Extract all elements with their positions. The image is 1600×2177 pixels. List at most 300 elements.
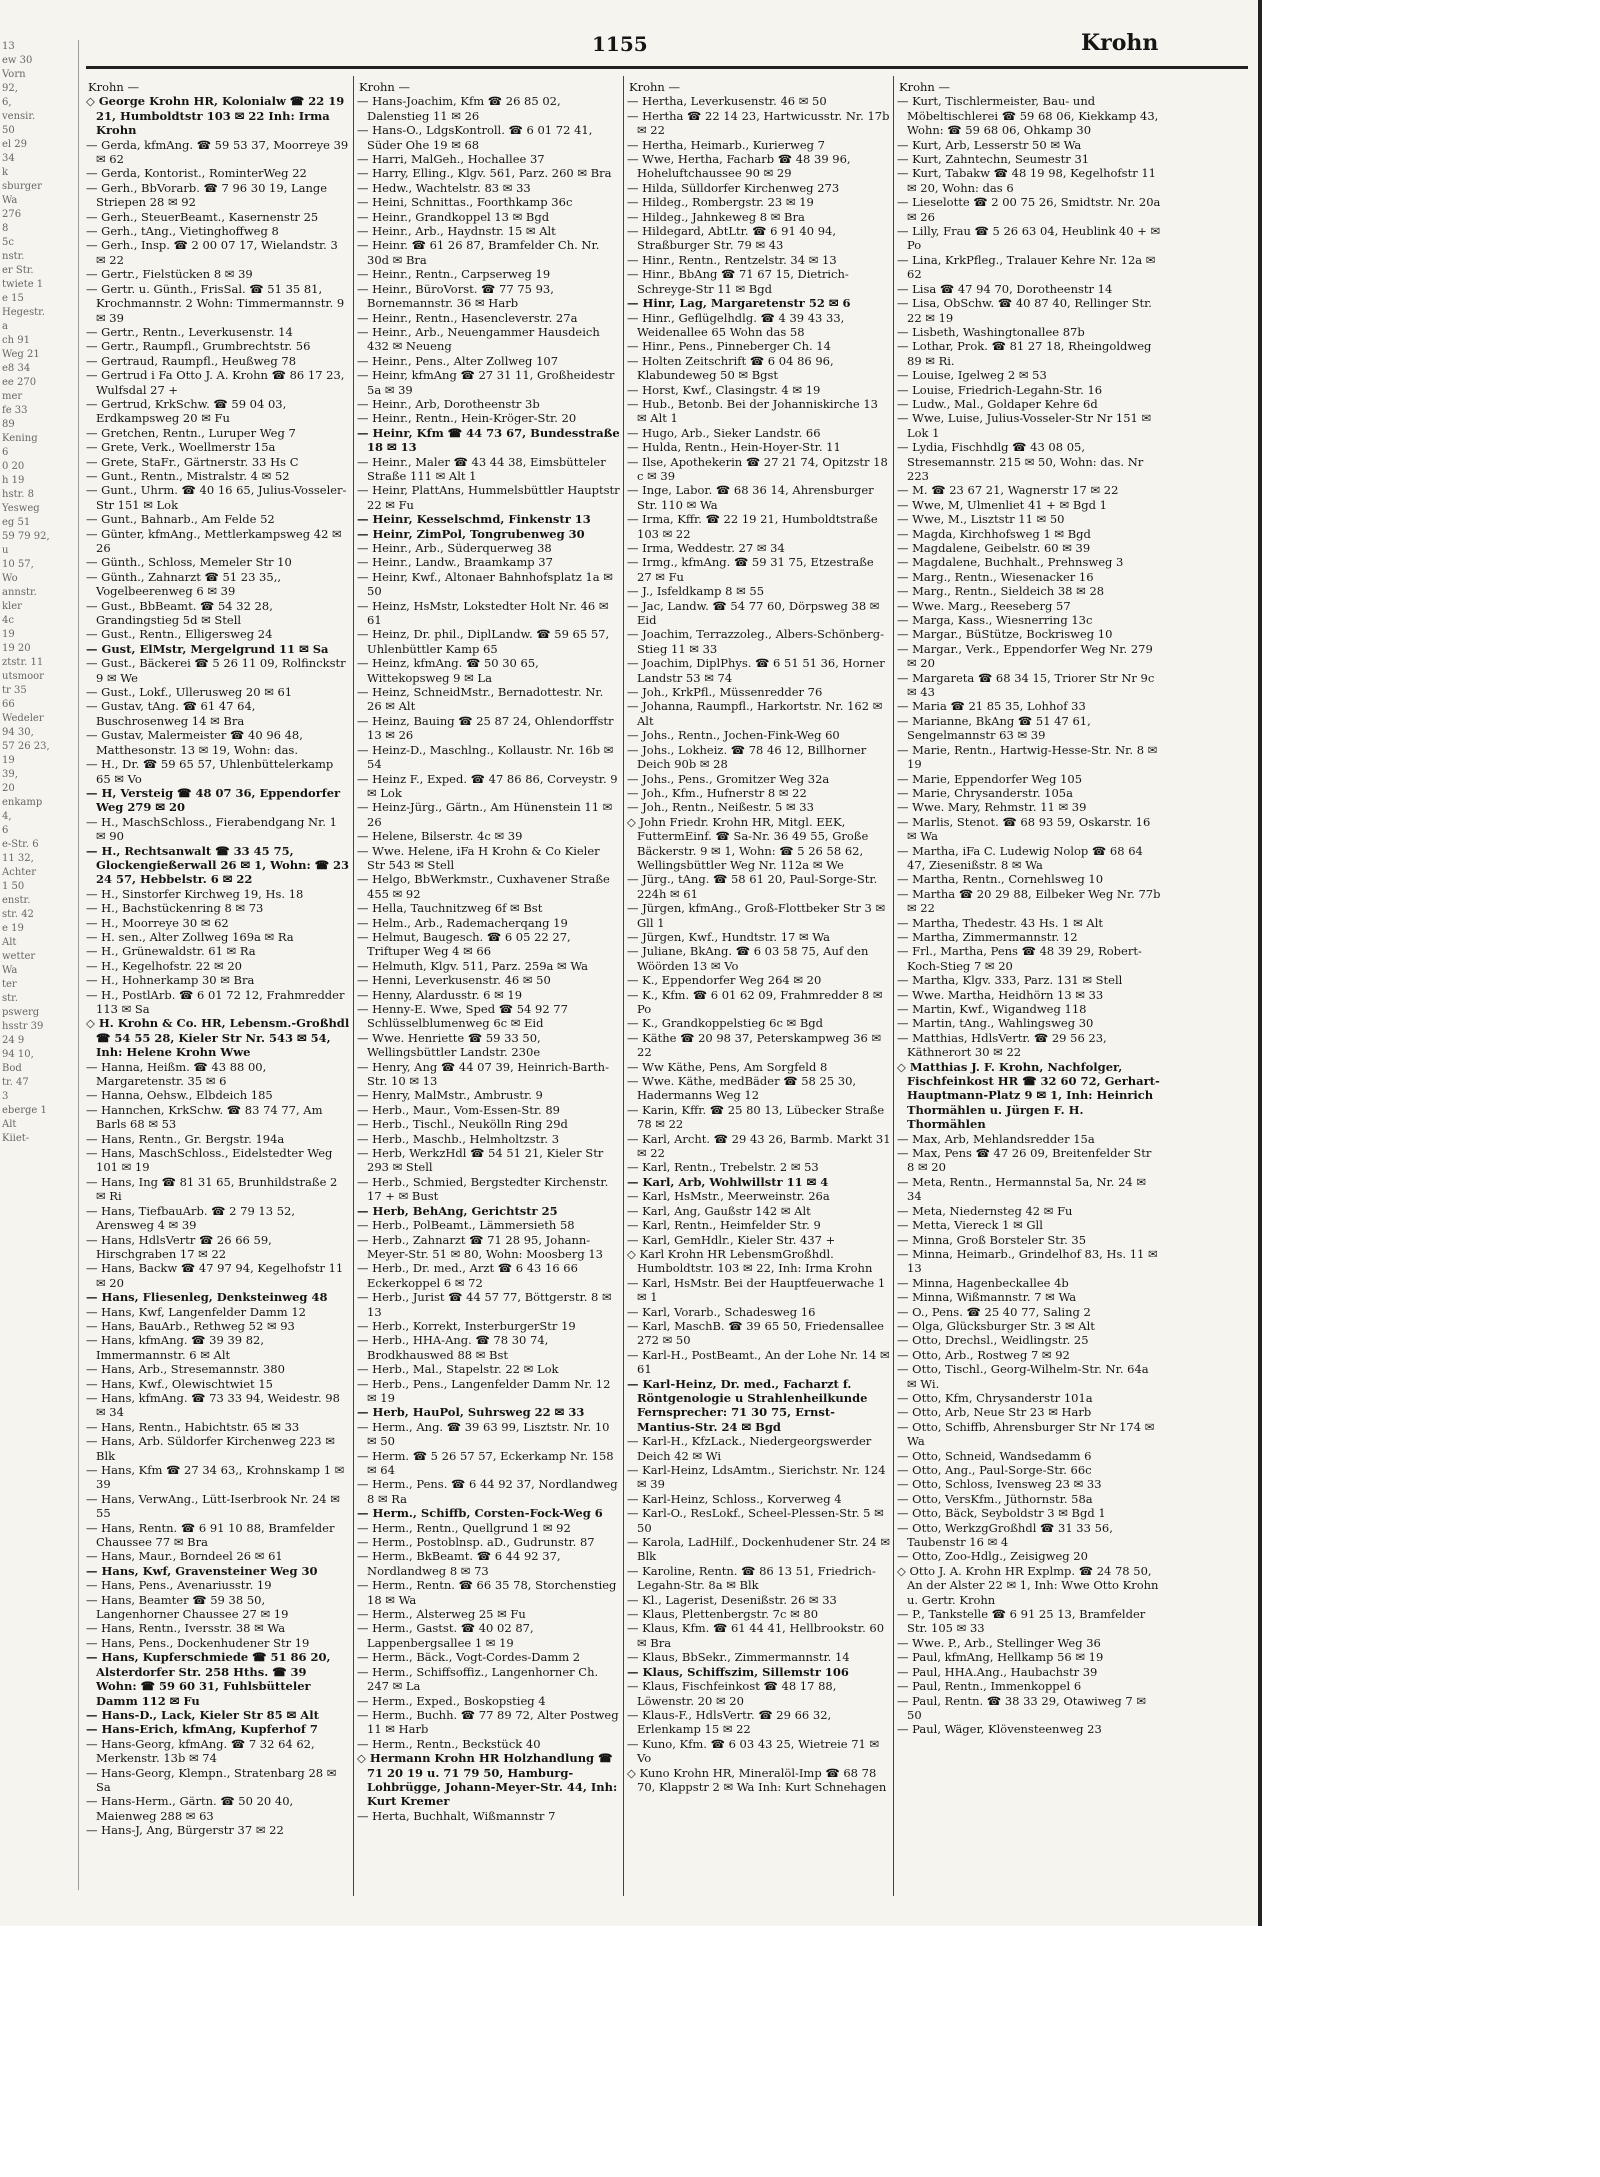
directory-entry: — Heinz, Dr. phil., DiplLandw. ☎ 59 65 57, Uhlenbüttler Kamp 65 xyxy=(357,627,610,656)
directory-entry: — Heinz, Bauing ☎ 25 87 24, Ohlendorffstr 13 ✉ 26 xyxy=(357,713,614,743)
directory-entry: — Gertrud i Fa Otto J. A. Krohn ☎ 86 17 23, Wulfsdal 27 + xyxy=(86,368,345,397)
directory-entry: — K., Grandkoppelstieg 6c ✉ Bgd xyxy=(627,1016,824,1031)
directory-entry: — Gunt., Bahnarb., Am Felde 52 xyxy=(86,512,275,527)
directory-entry: — Lydia, Fischhdlg ☎ 43 08 05, Stresemannstr. 215 ✉ 50, Wohn: das. Nr 223 xyxy=(897,440,1144,483)
directory-entry: — H. sen., Alter Zollweg 169a ✉ Ra xyxy=(86,929,294,944)
directory-entry: — Herb., Maschb., Helmholtzstr. 3 xyxy=(357,1131,560,1146)
directory-entry: — Gust., Lokf., Ulleruswеg 20 ✉ 61 xyxy=(86,685,293,700)
column-divider xyxy=(893,76,894,1896)
directory-entry: — Heinr, Kesselschmd, Finkenstr 13 xyxy=(357,512,591,527)
directory-entry: — Wwe. Martha, Heidhörn 13 ✉ 33 xyxy=(897,987,1104,1002)
directory-entry: — Herb., HHA-Ang. ☎ 78 30 74, Brodkhauswed 88 ✉ Bst xyxy=(357,1333,549,1362)
directory-entry: — Hinr, Lag, Margaretenstr 52 ✉ 6 xyxy=(627,296,851,311)
directory-entry: — Heinr., Landw., Braamkamp 37 xyxy=(357,555,553,570)
directory-entry: — Klaus, Fischfeinkost ☎ 48 17 88, Löwenstr. 20 ✉ 20 xyxy=(627,1679,837,1708)
directory-entry: — Jürg., tAng. ☎ 58 61 20, Paul-Sorge-Str. 224h ✉ 61 xyxy=(627,872,878,901)
directory-entry: — Klaus, Plettenbergstr. 7c ✉ 80 xyxy=(627,1607,819,1622)
margin-fragment: hstr. 8 xyxy=(2,489,34,500)
directory-entry: — Herm., Exped., Boskopstieg 4 xyxy=(357,1693,546,1708)
directory-entry: — Gerda, kfmAng. ☎ 59 53 37, Moorreye 39 ✉ 62 xyxy=(86,137,349,167)
page-number: 1155 xyxy=(592,32,648,56)
margin-fragment: 13 xyxy=(2,41,15,52)
directory-entry: — Hans, HdlsVertr ☎ 26 66 59, Hirschgraben 17 ✉ 22 xyxy=(86,1232,272,1261)
directory-entry: — Lilly, Frau ☎ 5 26 63 04, Heublink 40 + ✉ Po xyxy=(897,224,1161,253)
margin-fragment: e 15 xyxy=(2,293,24,304)
directory-entry: — Herm., Pens. ☎ 6 44 92 37, Nordlandweg 8 ✉ Ra xyxy=(357,1477,618,1506)
margin-fragment: 4c xyxy=(2,615,14,626)
directory-entry: — Ww Käthe, Pens, Am Sorgfeld 8 xyxy=(627,1059,828,1074)
directory-entry: — Otto, Zoo-Hdlg., Zeisigweg 20 xyxy=(897,1549,1088,1564)
directory-entry: — Henry, MalMstr., Ambrustr. 9 xyxy=(357,1088,543,1103)
directory-entry: — Wwe, Hertha, Facharb ☎ 48 39 96, Hoheluftchaussee 90 ✉ 29 xyxy=(627,152,851,181)
directory-entry: — Hans-J, Ang, Bürgerstr 37 ✉ 22 xyxy=(86,1823,284,1838)
margin-fragment: 19 xyxy=(2,629,15,640)
directory-entry: — Heinz, HsMstr, Lokstedter Holt Nr. 46 ✉ 61 xyxy=(357,598,609,628)
directory-entry: — Hans, kfmAng. ☎ 73 33 94, Weidestr. 98 ✉ 34 xyxy=(86,1390,340,1420)
directory-entry: — Otto, Schiffb, Ahrensburger Str Nr 174 ✉ Wa xyxy=(897,1419,1155,1449)
column-head: Krohn — xyxy=(359,80,410,94)
margin-fragment: kler xyxy=(2,601,22,612)
directory-entry: — Minna, Groß Borsteler Str. 35 xyxy=(897,1232,1087,1247)
directory-entry: — Paul, Rentn., Immenkoppel 6 xyxy=(897,1679,1082,1694)
directory-entry: — Helmuth, Klgv. 511, Parz. 259a ✉ Wa xyxy=(357,958,589,973)
margin-fragment: eg 51 xyxy=(2,517,31,528)
directory-entry: — Heinr., Arb., Süderquerweg 38 xyxy=(357,541,552,555)
directory-entry: — Horst, Kwf., Clasingstr. 4 ✉ 19 xyxy=(627,382,821,397)
directory-entry: — Hans, BauArb., Rethweg 52 ✉ 93 xyxy=(86,1318,295,1333)
directory-entry: — Johanna, Raumpfl., Harkortstr. Nr. 162 ✉ Alt xyxy=(627,699,883,728)
directory-entry: — Marlis, Stenot. ☎ 68 93 59, Oskarstr. 16 ✉ Wa xyxy=(897,814,1151,844)
margin-fragment: 50 xyxy=(2,125,15,136)
directory-entry: — Herb., Jurist ☎ 44 57 77, Böttgerstr. 8 ✉ 13 xyxy=(357,1290,612,1319)
directory-entry: — H, Versteig ☎ 48 07 36, Eppendorfer Weg 279 ✉ 20 xyxy=(86,785,341,815)
directory-entry: — Otto, Kfm, Chrysanderstr 101a xyxy=(897,1390,1093,1405)
directory-entry: — Martin, tAng., Wahlingsweg 30 xyxy=(897,1016,1094,1031)
directory-entry: — Karl, Vorarb., Schadesweg 16 xyxy=(627,1304,816,1319)
directory-entry: — Martha, Thedestr. 43 Hs. 1 ✉ Alt xyxy=(897,915,1103,930)
directory-entry: — Karl, MaschB. ☎ 39 65 50, Friedensallee 272 ✉ 50 xyxy=(627,1318,884,1348)
directory-entry: — Hertha ☎ 22 14 23, Hartwicusstr. Nr. 17b ✉ 22 xyxy=(627,108,890,138)
directory-entry: — Herb., Dr. med., Arzt ☎ 6 43 16 66 Eckerkoppel 6 ✉ 72 xyxy=(357,1261,578,1290)
margin-fragment: sburger xyxy=(2,181,42,192)
directory-entry: — Kurt, Tabakw ☎ 48 19 98, Kegelhofstr 11 ✉ 20, Wohn: das 6 xyxy=(897,166,1156,195)
margin-fragment: e 19 xyxy=(2,923,24,934)
margin-fragment: Vorn xyxy=(2,69,26,80)
directory-entry: — K., Kfm. ☎ 6 01 62 09, Frahmredder 8 ✉ Po xyxy=(627,987,883,1016)
directory-entry: ◇ George Krohn HR, Kolonialw ☎ 22 19 21, Humboldtstr 103 ✉ 22 Inh: Irma Krohn xyxy=(86,94,345,138)
margin-fragment: 0 20 xyxy=(2,461,25,472)
directory-entry: — Hans, Backw ☎ 47 97 94, Kegelhofstr 11 ✉ 20 xyxy=(86,1261,344,1290)
directory-entry: — J., Isfeldkamp 8 ✉ 55 xyxy=(627,584,765,599)
directory-entry: — Metta, Viereck 1 ✉ Gll xyxy=(897,1218,1043,1233)
directory-entry: — Gerh., SteuerBeamt., Kasernenstr 25 xyxy=(86,209,319,224)
directory-entry: — Günth., Zahnarzt ☎ 51 23 35,, Vogelbeerenweg 6 ✉ 39 xyxy=(86,569,282,599)
directory-entry: — Jac, Landw. ☎ 54 77 60, Dörpsweg 38 ✉ Eid xyxy=(627,598,880,628)
directory-entry: — Kuno, Kfm. ☎ 6 03 43 25, Wietreie 71 ✉ Vo xyxy=(627,1736,880,1766)
directory-entry: — Otto, Bäck, Seyboldstr 3 ✉ Bgd 1 xyxy=(897,1506,1106,1521)
directory-entry: — Karl, Arb, Wohlwillstr 11 ✉ 4 xyxy=(627,1174,829,1189)
directory-entry: — Hans, Kupferschmiede ☎ 51 86 20, Alsterdorfer Str. 258 Hths. ☎ 39 Wohn: ☎ 59 60 31, Fuhlsbütteler Damm 112 ✉ Fu xyxy=(86,1650,331,1708)
margin-fragment: Wo xyxy=(2,573,18,584)
directory-entry: — Wwe, M, Ulmenliet 41 + ✉ Bgd 1 xyxy=(897,497,1107,512)
margin-fragment: enstr. xyxy=(2,895,31,906)
previous-page-margin xyxy=(0,40,79,1890)
directory-entry: — Minna, Wißmannstr. 7 ✉ Wa xyxy=(897,1290,1077,1305)
directory-entry: — Hans, Rentn. ☎ 6 91 10 88, Bramfelder Chaussee 77 ✉ Bra xyxy=(86,1520,335,1550)
directory-entry: — Jürgen, Kwf., Hundtstr. 17 ✉ Wa xyxy=(627,929,830,944)
directory-entry: — Hans-Georg, kfmAng. ☎ 7 32 64 62, Merkenstr. 13b ✉ 74 xyxy=(86,1736,315,1766)
directory-entry: — Helgo, BbWerkmstr., Cuxhavener Straße 455 ✉ 92 xyxy=(357,872,610,901)
directory-entry: — Heinr., Maler ☎ 43 44 38, Eimsbütteler Straße 111 ✉ Alt 1 xyxy=(357,454,606,483)
directory-entry: — Magdalene, Geibelstr. 60 ✉ 39 xyxy=(897,541,1091,555)
column-divider xyxy=(353,76,354,1896)
directory-entry: — Inge, Labor. ☎ 68 36 14, Ahrensburger Str. 110 ✉ Wa xyxy=(627,483,874,512)
directory-entry: — Gretchen, Rentn., Luruper Weg 7 xyxy=(86,425,296,440)
directory-entry: — Kl., Lagerist, Desenißstr. 26 ✉ 33 xyxy=(627,1592,837,1607)
directory-entry: — Joh., KrkPfl., Müssenredder 76 xyxy=(627,685,823,700)
directory-entry: — Herm., Bäck., Vogt-Cordes-Damm 2 xyxy=(357,1650,581,1665)
directory-entry: — Heinz F., Exped. ☎ 47 86 86, Corveystr. 9 ✉ Lok xyxy=(357,771,618,800)
margin-fragment: 1 50 xyxy=(2,881,25,892)
directory-entry: — Heinr., Rentn., Carpserweg 19 xyxy=(357,267,551,282)
directory-entry: — Gertr., Fielstücken 8 ✉ 39 xyxy=(86,267,253,282)
directory-entry: — Karola, LadHilf., Dockenhudener Str. 24 ✉ Blk xyxy=(627,1535,891,1564)
directory-entry: — Harry, Elling., Klgv. 561, Parz. 260 ✉ Bra xyxy=(357,166,612,181)
directory-entry: — Marie, Rentn., Hartwig-Hesse-Str. Nr. 8 ✉ 19 xyxy=(897,742,1158,772)
directory-entry: ◇ H. Krohn & Co. HR, Lebensm.-Großhdl ☎ 54 55 28, Kieler Str Nr. 543 ✉ 54, Inh: Helene Krohn Wwe xyxy=(86,1016,350,1060)
margin-fragment: eberge 1 xyxy=(2,1105,47,1116)
directory-entry: — Helene, Bilserstr. 4c ✉ 39 xyxy=(357,829,523,844)
directory-entry: — Heinr., Rentn., Hasencleverstr. 27a xyxy=(357,310,578,325)
directory-entry: — Paul, HHA.Ang., Haubachstr 39 xyxy=(897,1664,1098,1679)
directory-entry: — Heinr., Rentn., Hein-Kröger-Str. 20 xyxy=(357,411,577,426)
margin-fragment: Wedeler xyxy=(2,713,44,724)
margin-fragment: twiete 1 xyxy=(2,279,44,290)
directory-entry: — Max, Arb, Mehlandsredder 15a xyxy=(897,1131,1095,1146)
margin-fragment: 8 xyxy=(2,223,9,234)
directory-entry: — Gerh., Insp. ☎ 2 00 07 17, Wielandstr. 3 ✉ 22 xyxy=(86,238,338,267)
column-head: Krohn — xyxy=(899,80,950,94)
directory-entry: — Lisa ☎ 47 94 70, Dorotheenstr 14 xyxy=(897,281,1113,296)
directory-entry: — Hans, Beamter ☎ 59 38 50, Langenhorner Chaussee 27 ✉ 19 xyxy=(86,1592,289,1622)
margin-fragment: Yesweg xyxy=(2,503,40,514)
directory-entry: — Minna, Hagenbeckallee 4b xyxy=(897,1275,1069,1290)
margin-fragment: Kiiet- xyxy=(2,1133,30,1144)
column-4 xyxy=(897,80,1161,1900)
directory-entry: — Herm., Rentn., Quellgrund 1 ✉ 92 xyxy=(357,1520,571,1535)
directory-entry: — Hans, Kfm ☎ 27 34 63,, Krohnskamp 1 ✉ 39 xyxy=(86,1463,345,1492)
margin-fragment: Hegestr. xyxy=(2,307,45,318)
directory-entry: — Marie, Chrysanderstr. 105a xyxy=(897,785,1073,800)
directory-entry: — Hans-Georg, Klempn., Stratenbarg 28 ✉ Sa xyxy=(86,1765,337,1794)
directory-entry: — Hans, TiefbauArb. ☎ 2 79 13 52, Arensweg 4 ✉ 39 xyxy=(86,1203,295,1233)
directory-entry: — Marga, Kass., Wiesnerring 13c xyxy=(897,613,1093,628)
margin-fragment: 94 30, xyxy=(2,727,34,738)
directory-entry: — Harri, MalGeh., Hochallee 37 xyxy=(357,152,545,167)
directory-entry: — Herm. ☎ 5 26 57 57, Eckerkamp Nr. 158 ✉ 64 xyxy=(357,1448,614,1477)
directory-entry: — H., Sinstorfer Kirchweg 19, Hs. 18 xyxy=(86,886,304,901)
directory-entry: — Herb., Pens., Langenfelder Damm Nr. 12 ✉ 19 xyxy=(357,1376,611,1405)
directory-entry: — Klaus, BbSekr., Zimmermannstr. 14 xyxy=(627,1650,850,1665)
directory-entry: — Henry, Ang ☎ 44 07 39, Heinrich-Barth-Str. 10 ✉ 13 xyxy=(357,1059,609,1089)
directory-entry: — Hans-Erich, kfmAng, Kupferhof 7 xyxy=(86,1722,318,1737)
margin-fragment: Wa xyxy=(2,965,18,976)
directory-entry: — Hans, Arb., Stresemannstr. 380 xyxy=(86,1362,285,1377)
directory-entry: — Heinr., Arb., Haydnstr. 15 ✉ Alt xyxy=(357,224,556,239)
directory-entry: — Gust., Rentn., Elligersweg 24 xyxy=(86,627,273,642)
directory-entry: — Joh., Kfm., Hufnerstr 8 ✉ 22 xyxy=(627,785,807,800)
margin-fragment: ew 30 xyxy=(2,55,33,66)
directory-entry: — Lieselotte ☎ 2 00 75 26, Smidtstr. Nr. 20a ✉ 26 xyxy=(897,195,1161,224)
directory-entry: — Karl-Heinz, LdsAmtm., Sierichstr. Nr. 124 ✉ 39 xyxy=(627,1463,886,1492)
directory-entry: — Wwe. Henriette ☎ 59 33 50, Wellingsbüttler Landstr. 230e xyxy=(357,1030,541,1060)
margin-fragment: Bod xyxy=(2,1063,22,1074)
directory-entry: — Gerh., tAng., Vietinghoffweg 8 xyxy=(86,224,279,239)
directory-entry: — Hans, Pens., Avenariusstr. 19 xyxy=(86,1578,272,1593)
directory-entry: — Gerh., BbVorarb. ☎ 7 96 30 19, Lange Striepen 28 ✉ 92 xyxy=(86,180,328,210)
directory-entry: — Hinr., Pens., Pinneberger Ch. 14 xyxy=(627,339,831,354)
directory-entry: — Herb., Korrekt, InsterburgerStr 19 xyxy=(357,1318,576,1333)
margin-fragment: vensir. xyxy=(2,111,36,122)
directory-entry: — Paul, Wäger, Klövensteenweg 23 xyxy=(897,1722,1102,1737)
directory-entry: — Herm., Rentn., Beckstück 40 xyxy=(357,1736,541,1751)
directory-entry: — Martin, Kwf., Wigandweg 118 xyxy=(897,1002,1087,1016)
column-head: Krohn — xyxy=(88,80,139,94)
directory-entry: — Hans, Kwf, Langenfelder Damm 12 xyxy=(86,1304,306,1319)
directory-entry: — Wwe. P., Arb., Stellinger Weg 36 xyxy=(897,1635,1101,1650)
directory-entry: — Karl, Rentn., Trebelstr. 2 ✉ 53 xyxy=(627,1160,819,1175)
directory-entry: — Margareta ☎ 68 34 15, Triorer Str Nr 9c ✉ 43 xyxy=(897,670,1155,700)
directory-entry: — Heinr., BüroVorst. ☎ 77 75 93, Bornemannstr. 36 ✉ Harb xyxy=(357,281,554,311)
directory-entry: — Heinr., Arb, Dorotheenstr 3b xyxy=(357,396,540,411)
margin-fragment: ter xyxy=(2,979,17,990)
directory-entry: — Irma, Kffr. ☎ 22 19 21, Humboldtstraße 103 ✉ 22 xyxy=(627,512,878,541)
directory-entry: — P., Tankstelle ☎ 6 91 25 13, Bramfelder Str. 105 ✉ 33 xyxy=(897,1607,1146,1636)
directory-entry: — Hella, Tauchnitzweg 6f ✉ Bst xyxy=(357,901,543,916)
directory-entry: — H., Rechtsanwalt ☎ 33 45 75, Glockengießerwall 26 ✉ 1, Wohn: ☎ 23 24 57, Hebbelstr. 6 ✉ 22 xyxy=(86,843,350,887)
directory-entry: — Günter, kfmAng., Mettlerkampsweg 42 ✉ 26 xyxy=(86,526,342,555)
directory-entry: — H., MaschSchloss., Fierabendgang Nr. 1 ✉ 90 xyxy=(86,814,337,844)
directory-entry: — Herm., Gastst. ☎ 40 02 87, Lappenbergsallee 1 ✉ 19 xyxy=(357,1621,534,1650)
directory-entry: — Hans, Kwf, Gravensteiner Weg 30 xyxy=(86,1563,318,1578)
directory-entry: ◇ Otto J. A. Krohn HR Explmp. ☎ 24 78 50, An der Alster 22 ✉ 1, Inh: Wwe Otto Krohn u. Gertr. Krohn xyxy=(897,1563,1159,1607)
directory-entry: — Joachim, Terrazzoleg., Albers-Schönberg-Stieg 11 ✉ 33 xyxy=(627,627,884,656)
directory-entry: — Hans, MaschSchloss., Eidelstedter Weg 101 ✉ 19 xyxy=(86,1146,333,1175)
directory-entry: — Lothar, Prok. ☎ 81 27 18, Rheingoldweg 89 ✉ Ri. xyxy=(897,339,1152,368)
directory-entry: — Karin, Kffr. ☎ 25 80 13, Lübecker Straße 78 ✉ 22 xyxy=(627,1102,885,1132)
directory-entry: — Otto, Arb., Rostweg 7 ✉ 92 xyxy=(897,1347,1070,1362)
directory-entry: — Martha, Zimmermannstr. 12 xyxy=(897,929,1078,944)
directory-entry: ◇ Kuno Krohn HR, Mineralöl-Imp ☎ 68 78 70, Klappstr 2 ✉ Wa Inh: Kurt Schnehagen xyxy=(627,1765,887,1794)
directory-entry: — Gust, ElMstr, Mergelgrund 11 ✉ Sa xyxy=(86,641,329,656)
directory-entry: — Henny-E. Wwe, Sped ☎ 54 92 77 Schlüsselblumenweg 6c ✉ Eid xyxy=(357,1002,568,1031)
directory-entry: — H., Hohnerkamp 30 ✉ Bra xyxy=(86,973,255,988)
directory-entry: — Hans, Arb. Süldorfer Kirchenweg 223 ✉ Blk xyxy=(86,1434,335,1463)
directory-entry: — Hinr., Rentn., Rentzelstr. 34 ✉ 13 xyxy=(627,252,837,267)
directory-entry: — Karl, Rentn., Heimfelder Str. 9 xyxy=(627,1218,821,1233)
directory-entry: — H., PostlArb. ☎ 6 01 72 12, Frahmredder 113 ✉ Sa xyxy=(86,987,345,1016)
directory-entry: — Martha, Rentn., Cornehlsweg 10 xyxy=(897,872,1104,887)
directory-entry: — Minna, Heimarb., Grindelhof 83, Hs. 11 ✉ 13 xyxy=(897,1246,1158,1276)
directory-entry: — Hans-Herm., Gärtn. ☎ 50 20 40, Maienweg 288 ✉ 63 xyxy=(86,1794,294,1823)
directory-entry: — Gertraud, Raumpfl., Heußweg 78 xyxy=(86,353,297,368)
directory-entry: — Hannchen, KrkSchw. ☎ 83 74 77, Am Barls 68 ✉ 53 xyxy=(86,1102,323,1132)
margin-fragment: 6 xyxy=(2,825,9,836)
directory-entry: — Herm., Ang. ☎ 39 63 99, Lisztstr. Nr. 10 ✉ 50 xyxy=(357,1419,610,1449)
column-head: Krohn — xyxy=(629,80,680,94)
directory-entry: — Marg., Rentn., Sieldeich 38 ✉ 28 xyxy=(897,584,1105,599)
directory-entry: — Hans, Maur., Borndeel 26 ✉ 61 xyxy=(86,1549,283,1564)
directory-entry: — Martha, iFa C. Ludewig Nolop ☎ 68 64 47, Ziesenißstr. 8 ✉ Wa xyxy=(897,843,1143,872)
margin-fragment: 39, xyxy=(2,769,18,780)
directory-entry: — Otto, Ang., Paul-Sorge-Str. 66c xyxy=(897,1463,1092,1477)
directory-entry: — Karl, HsMstr. Bei der Hauptfeuerwache 1 ✉ 1 xyxy=(627,1275,886,1305)
margin-fragment: Alt xyxy=(2,937,17,948)
directory-entry: — Heinz, kfmAng. ☎ 50 30 65, Wittekopsweg 9 ✉ La xyxy=(357,656,539,685)
directory-entry: — Grete, StaFr., Gärtnerstr. 33 Hs C xyxy=(86,454,299,469)
directory-entry: — Otto, Arb, Neue Str 23 ✉ Harb xyxy=(897,1405,1092,1420)
directory-entry: — Hertha, Heimarb., Kurierweg 7 xyxy=(627,137,825,152)
column-1 xyxy=(86,80,350,1900)
directory-entry: ◇ Hermann Krohn HR Holzhandlung ☎ 71 20 19 u. 71 79 50, Hamburg-Lohbrügge, Johann-Meyer-Str. 44, Inh: Kurt Kremer xyxy=(357,1751,618,1809)
margin-fragment: 6 xyxy=(2,447,9,458)
directory-entry: — Karl, Ang, Gaußstr 142 ✉ Alt xyxy=(627,1203,811,1218)
margin-fragment: utsmoor xyxy=(2,671,44,682)
directory-entry: — Klaus, Kfm. ☎ 61 44 41, Hellbrookstr. 60 ✉ Bra xyxy=(627,1621,885,1650)
margin-fragment: 24 9 xyxy=(2,1035,25,1046)
directory-entry: — Gertr., Rentn., Leverkusenstr. 14 xyxy=(86,324,293,339)
directory-entry: — Gunt., Uhrm. ☎ 40 16 65, Julius-Vosseler-Str 151 ✉ Lok xyxy=(86,483,347,512)
directory-entry: ◇ Karl Krohn HR LebensmGroßhdl. Humboldtstr. 103 ✉ 22, Inh: Irma Krohn xyxy=(627,1246,873,1276)
directory-entry: — Hub., Betonb. Bei der Johanniskirche 13 ✉ Alt 1 xyxy=(627,396,878,426)
directory-entry: — Herb., Maur., Vom-Essen-Str. 89 xyxy=(357,1102,560,1117)
directory-entry: — Magda, Kirchhofsweg 1 ✉ Bgd xyxy=(897,526,1091,541)
directory-entry: — Karl-H., PostBeamt., An der Lohe Nr. 14 ✉ 61 xyxy=(627,1347,890,1377)
directory-entry: — Wwe. Marg., Reeseberg 57 xyxy=(897,598,1071,613)
margin-fragment: str. xyxy=(2,993,19,1004)
header-rule xyxy=(86,66,1248,69)
directory-entry: — Heinr, Kwf., Altonaer Bahnhofsplatz 1a ✉ 50 xyxy=(357,569,613,599)
margin-fragment: pswerg xyxy=(2,1007,40,1018)
directory-entry: — Hans-Joachim, Kfm ☎ 26 85 02, Dalenstieg 11 ✉ 26 xyxy=(357,94,561,123)
directory-entry: — O., Pens. ☎ 25 40 77, Saling 2 xyxy=(897,1304,1091,1319)
directory-entry: — Marie, Eppendorfer Weg 105 xyxy=(897,771,1083,786)
directory-entry: — Heinr, ZimPol, Tongrubenweg 30 xyxy=(357,526,585,541)
margin-fragment: hsstr 39 xyxy=(2,1021,44,1032)
running-head: Krohn xyxy=(1081,30,1159,56)
directory-entry: — Gust., BbBeamt. ☎ 54 32 28, Grandingstieg 5d ✉ Stell xyxy=(86,598,273,628)
directory-entry: — Herb, HauPol, Suhrsweg 22 ✉ 33 xyxy=(357,1405,585,1420)
directory-entry: ◇ John Friedr. Krohn HR, Mitgl. EEK, FuttermEinf. ☎ Sa-Nr. 36 49 55, Große Bäckerstr. 9 ✉ 1, Wohn: ☎ 5 26 58 62, Wellingsbüttler Weg Nr. 112a ✉ We xyxy=(627,814,869,872)
margin-fragment: 92, xyxy=(2,83,18,94)
directory-entry: — Hans, Ing ☎ 81 31 65, Brunhildstraße 2 ✉ Ri xyxy=(86,1174,338,1204)
margin-fragment: fe 33 xyxy=(2,405,28,416)
directory-entry: — Helmut, Baugesch. ☎ 6 05 22 27, Triftuper Weg 4 ✉ 66 xyxy=(357,929,571,959)
margin-fragment: ee 270 xyxy=(2,377,37,388)
directory-entry: ◇ Matthias J. F. Krohn, Nachfolger, Fischfeinkost HR ☎ 32 60 72, Gerhart-Hauptmann-Platz 9 ✉ 1, Inh: Heinrich Thormählen u. Jürgen F. H. Thormählen xyxy=(897,1059,1160,1132)
directory-entry: — Herm., Buchh. ☎ 77 89 72, Alter Postweg 11 ✉ Harb xyxy=(357,1707,619,1737)
directory-entry: — Herb., Mal., Stapelstr. 22 ✉ Lok xyxy=(357,1362,559,1377)
directory-entry: — H., Dr. ☎ 59 65 57, Uhlenbüttelerkamp 65 ✉ Vo xyxy=(86,757,334,786)
directory-entry: — Lisa, ObSchw. ☎ 40 87 40, Rellinger Str. 22 ✉ 19 xyxy=(897,296,1152,325)
directory-entry: — Meta, Niedernsteg 42 ✉ Fu xyxy=(897,1203,1073,1218)
margin-fragment: 3 xyxy=(2,1091,9,1102)
directory-entry: — Gertr., Raumpfl., Grumbrechtstr. 56 xyxy=(86,339,311,354)
directory-entry: — Heinz-Jürg., Gärtn., Am Hünenstein 11 ✉ 26 xyxy=(357,800,613,829)
directory-entry: — H., Moorreye 30 ✉ 62 xyxy=(86,915,229,930)
directory-entry: — H., Bachstückenring 8 ✉ 73 xyxy=(86,901,264,916)
directory-entry: — Marianne, BkAng ☎ 51 47 61, Sengelmannstr 63 ✉ 39 xyxy=(897,713,1091,743)
directory-entry: — Heini, Schnittas., Foorthkamp 36c xyxy=(357,195,573,210)
directory-entry: — Karl-Heinz, Schloss., Korverweg 4 xyxy=(627,1491,842,1506)
margin-fragment: wetter xyxy=(2,951,36,962)
directory-entry: — Hans, Rentn., Gr. Bergstr. 194a xyxy=(86,1131,285,1146)
directory-entry: — Karl, HsMstr., Meerweinstr. 26a xyxy=(627,1189,830,1204)
directory-entry: — Gustav, Malermeister ☎ 40 96 48, Matthesonstr. 13 ✉ 19, Wohn: das. xyxy=(86,728,303,757)
directory-entry: — Hulda, Rentn., Hein-Hoyer-Str. 11 xyxy=(627,440,841,455)
directory-entry: — Louise, Igelweg 2 ✉ 53 xyxy=(897,368,1047,383)
directory-entry: — Lisbeth, Washingtonallee 87b xyxy=(897,324,1085,339)
directory-entry: — Hans, Rentn., Iversstr. 38 ✉ Wa xyxy=(86,1621,286,1636)
column-2 xyxy=(357,80,621,1900)
directory-entry: — Hans, Rentn., Habichtstr. 65 ✉ 33 xyxy=(86,1419,300,1434)
margin-fragment: ch 91 xyxy=(2,335,30,346)
directory-entry: — Hedw., Wachtelstr. 83 ✉ 33 xyxy=(357,180,531,195)
directory-entry: — Herb., Tischl., Neukölln Ring 29d xyxy=(357,1117,568,1132)
directory-entry: — Otto, VersKfm., Jüthornstr. 58a xyxy=(897,1491,1093,1506)
directory-entry: — Gerda, Kontorist., RominterWeg 22 xyxy=(86,166,307,181)
margin-fragment: 66 xyxy=(2,699,15,710)
directory-entry: — Wwe. Käthe, medBäder ☎ 58 25 30, Hadermanns Weg 12 xyxy=(627,1074,857,1103)
directory-entry: — Kurt, Tischlermeister, Bau- und Möbeltischlerei ☎ 59 68 06, Kiekkamp 43, Wohn: ☎ 59 68 06, Ohkamp 30 xyxy=(897,94,1159,138)
margin-fragment: 6, xyxy=(2,97,12,108)
directory-entry: — Paul, kfmAng, Hellkamp 56 ✉ 19 xyxy=(897,1650,1104,1665)
directory-entry: — Heinr., Pens., Alter Zollweg 107 xyxy=(357,353,559,368)
directory-entry: — Ludw., Mal., Goldaper Kehre 6d xyxy=(897,396,1098,411)
directory-entry: — Martha ☎ 20 29 88, Eilbeker Weg Nr. 77b ✉ 22 xyxy=(897,886,1161,916)
margin-fragment: enkamp xyxy=(2,797,43,808)
directory-entry: — Frl., Martha, Pens ☎ 48 39 29, Robert-Koch-Stieg 7 ✉ 20 xyxy=(897,944,1142,973)
directory-entry: — Käthe ☎ 20 98 37, Peterskampweg 36 ✉ 22 xyxy=(627,1030,882,1060)
margin-fragment: el 29 xyxy=(2,139,28,150)
directory-entry: — Wwe, Luise, Julius-Vosseler-Str Nr 151 ✉ Lok 1 xyxy=(897,411,1152,440)
directory-entry: — K., Eppendorfer Weg 264 ✉ 20 xyxy=(627,973,822,988)
directory-entry: — Martha, Klgv. 333, Parz. 131 ✉ Stell xyxy=(897,973,1123,988)
directory-entry: — Kurt, Arb, Lesserstr 50 ✉ Wa xyxy=(897,137,1082,152)
margin-fragment: mer xyxy=(2,391,23,402)
margin-fragment: 276 xyxy=(2,209,22,220)
directory-entry: — Johs., Lokheiz. ☎ 78 46 12, Billhorner Deich 90b ✉ 28 xyxy=(627,742,867,772)
directory-entry: — Gertrud, KrkSchw. ☎ 59 04 03, Erdkampsweg 20 ✉ Fu xyxy=(86,396,287,426)
directory-entry: — Klaus, Schiffszim, Sillemstr 106 xyxy=(627,1664,849,1679)
directory-entry: — Hugo, Arb., Sieker Landstr. 66 xyxy=(627,425,821,440)
directory-entry: — Gust., Bäckerei ☎ 5 26 11 09, Rolfinckstr 9 ✉ We xyxy=(86,656,346,685)
directory-entry: — Heinr, PlattAns, Hummelsbüttler Hauptstr 22 ✉ Fu xyxy=(357,483,620,512)
directory-entry: — Gustav, tAng. ☎ 61 47 64, Buschrosenweg 14 ✉ Bra xyxy=(86,699,256,728)
directory-entry: — Maria ☎ 21 85 35, Lohhof 33 xyxy=(897,699,1086,714)
margin-fragment: e8 34 xyxy=(2,363,31,374)
column-divider xyxy=(623,76,624,1896)
margin-fragment: tr 35 xyxy=(2,685,27,696)
margin-fragment: 89 xyxy=(2,419,15,430)
margin-fragment: 94 10, xyxy=(2,1049,34,1060)
margin-fragment: 19 xyxy=(2,755,15,766)
column-3 xyxy=(627,80,891,1900)
directory-entry: — Herm., Rentn. ☎ 66 35 78, Storchenstieg 18 ✉ Wa xyxy=(357,1578,617,1607)
margin-fragment: 20 xyxy=(2,783,15,794)
directory-entry: — Hinr., Geflügelhdlg. ☎ 4 39 43 33, Weidenallee 65 Wohn das 58 xyxy=(627,310,845,339)
directory-entry: — Max, Pens ☎ 47 26 09, Breitenfelder Str 8 ✉ 20 xyxy=(897,1146,1152,1175)
